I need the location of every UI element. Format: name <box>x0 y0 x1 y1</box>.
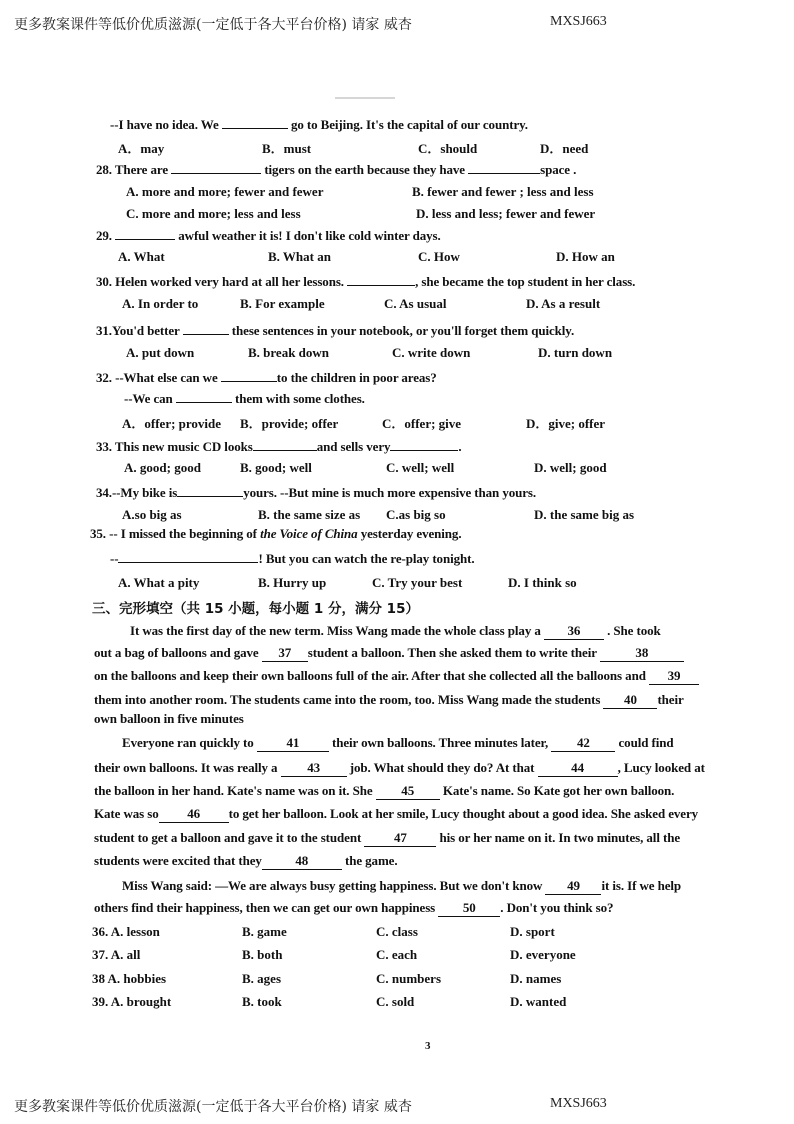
q29-line: 29. awful weather it is! I don't like cold winter days. <box>96 228 441 243</box>
passage-line: own balloon in five minutes <box>94 711 244 726</box>
q32-blank-1 <box>221 369 277 382</box>
passage-line: It was the first day of the new term. Miss Wang made the whole class play a 36 . She took <box>130 623 661 638</box>
page-number: 3 <box>425 1040 431 1052</box>
cloze-option-37a: 37. A. all <box>92 947 141 962</box>
cloze-blank-36: 36 <box>544 623 604 640</box>
cloze-blank-44: 44 <box>538 760 618 777</box>
cloze-blank-40: 40 <box>603 692 657 709</box>
q29-blank <box>115 227 175 240</box>
q34-blank <box>177 484 243 497</box>
q28-option-d: D. less and less; fewer and fewer <box>416 206 596 221</box>
q32-line-2: --We can them with some clothes. <box>124 391 365 406</box>
cloze-blank-41: 41 <box>257 735 329 752</box>
banner-text: 更多教案课件等低价优质滋源(一定低于各大平台价格) 请家 威杏 <box>14 1099 412 1115</box>
passage-line: out a bag of balloons and gave 37 student a balloon. Then she asked them to write their 38 <box>94 645 684 662</box>
cloze-option-38c: C. numbers <box>376 971 442 986</box>
cloze-option-36b: B. game <box>242 924 287 939</box>
q32-blank-2 <box>176 390 232 403</box>
q27-line: --I have no idea. We go to Beijing. It's the capital of our country. <box>110 117 528 132</box>
q28-option-b: B. fewer and fewer ; less and less <box>412 184 594 199</box>
passage-line: them into another room. The students came into the room, too. Miss Wang made the students 40 their <box>94 692 684 707</box>
q28-option-c: C. more and more; less and less <box>126 206 301 221</box>
cloze-blank-50: 50 <box>438 900 500 917</box>
q30-option-c: C. As usual <box>384 296 447 311</box>
cloze-option-39c: C. sold <box>376 994 415 1009</box>
top-banner <box>14 14 607 34</box>
q33-option-a: A. good; good <box>124 460 201 475</box>
q33-option-d: D. well; good <box>534 460 607 475</box>
q29-option-a: A. What <box>118 249 165 264</box>
passage-line: their own balloons. It was really a 43 job. What should they do? At that 44 , Lucy looked at <box>94 760 705 775</box>
q29-option-d: D. How an <box>556 249 615 264</box>
q31-option-a: A. put down <box>126 345 195 360</box>
passage-line: Everyone ran quickly to 41 their own balloons. Three minutes later, 42 could find <box>122 735 674 750</box>
q27-option-c: C．should <box>418 141 478 156</box>
banner-code: MXSJ663 <box>550 1096 607 1111</box>
q33-line: 33. This new music CD looks and sells very . <box>96 439 462 454</box>
cloze-option-37c: C. each <box>376 947 418 962</box>
cloze-option-36c: C. class <box>376 924 418 939</box>
q35-blank <box>118 550 258 563</box>
q30-blank <box>347 273 415 286</box>
banner-text: 更多教案课件等低价优质滋源(一定低于各大平台价格) 请家 威杏 <box>14 17 412 33</box>
passage-line: others find their happiness, then we can get our own happiness 50 . Don't you think so? <box>94 900 614 915</box>
q29-option-c: C. How <box>418 249 460 264</box>
q32-option-a: A．offer; provide <box>122 416 222 431</box>
cloze-blank-42: 42 <box>551 735 615 752</box>
banner-code: MXSJ663 <box>550 14 607 29</box>
q31-option-c: C. write down <box>392 345 471 360</box>
q28-blank-1 <box>171 161 261 174</box>
bottom-banner <box>14 1096 607 1116</box>
q34-option-c: C.as big so <box>386 507 446 522</box>
q35-option-a: A. What a pity <box>118 575 200 590</box>
cloze-blank-47: 47 <box>364 830 436 847</box>
passage-line: on the balloons and keep their own balloons full of the air. After that she collected all the balloons and 39 <box>94 668 699 685</box>
cloze-option-39a: 39. A. brought <box>92 994 172 1009</box>
q28-blank-2 <box>468 161 540 174</box>
q33-option-b: B. good; well <box>240 460 312 475</box>
q33-option-c: C. well; well <box>386 460 455 475</box>
q31-option-d: D. turn down <box>538 345 613 360</box>
passage-line: the balloon in her hand. Kate's name was on it. She 45 Kate's name. So Kate got her own balloon. <box>94 783 675 798</box>
q31-blank <box>183 322 229 335</box>
q32-option-c: C．offer; give <box>382 416 462 431</box>
cloze-option-37d: D. everyone <box>510 947 576 962</box>
q34-option-b: B. the same size as <box>258 507 361 522</box>
passage-line: students were excited that they 48 the game. <box>94 853 398 868</box>
q34-line: 34.--My bike is yours. --But mine is much more expensive than yours. <box>96 485 537 500</box>
cloze-option-39d: D. wanted <box>510 994 567 1009</box>
q32-line-1: 32. --What else can we to the children in poor areas? <box>96 370 437 385</box>
cloze-option-38b: B. ages <box>242 971 281 986</box>
cloze-blank-45: 45 <box>376 783 440 800</box>
q28-option-a: A. more and more; fewer and fewer <box>126 184 324 199</box>
cloze-blank-48: 48 <box>262 853 342 870</box>
q35-option-c: C. Try your best <box>372 575 463 590</box>
cloze-blank-43: 43 <box>281 760 347 777</box>
scan-smudge <box>335 97 395 99</box>
q27-option-b: B．must <box>262 141 312 156</box>
q35-line-2: -- ! But you can watch the re-play tonight. <box>110 551 475 566</box>
passage-line: Kate was so 46 to get her balloon. Look at her smile, Lucy thought about a good idea. She asked every <box>94 806 699 821</box>
cloze-option-38d: D. names <box>510 971 562 986</box>
section-heading: 三、完形填空（共 15 小题，每小题 1 分，满分 15） <box>92 601 419 617</box>
cloze-blank-37: 37 <box>262 645 308 662</box>
passage-line: student to get a balloon and gave it to the student 47 his or her name on it. In two minutes, all the <box>94 830 681 845</box>
cloze-option-36d: D. sport <box>510 924 555 939</box>
q35-option-d: D. I think so <box>508 575 577 590</box>
cloze-option-38a: 38 A. hobbies <box>92 971 167 986</box>
q30-line: 30. Helen worked very hard at all her lessons. , she became the top student in her class. <box>96 274 636 289</box>
cloze-option-36a: 36. A. lesson <box>92 924 160 939</box>
q28-line: 28. There are tigers on the earth because they have space . <box>96 162 577 177</box>
q33-blank-1 <box>253 438 317 451</box>
q35-line-1: 35. -- I missed the beginning of the Voice of China yesterday evening. <box>90 526 462 541</box>
q30-option-d: D. As a result <box>526 296 601 311</box>
q31-line: 31.You'd better these sentences in your notebook, or you'll forget them quickly. <box>96 323 575 338</box>
q31-option-b: B. break down <box>248 345 330 360</box>
q27-blank <box>222 116 288 129</box>
q35-option-b: B. Hurry up <box>258 575 327 590</box>
cloze-blank-46: 46 <box>159 806 229 823</box>
q27-option-a: A．may <box>118 141 165 156</box>
q30-option-a: A. In order to <box>122 296 199 311</box>
cloze-option-39b: B. took <box>242 994 282 1009</box>
q32-option-b: B．provide; offer <box>240 416 339 431</box>
q34-option-d: D. the same big as <box>534 507 635 522</box>
q32-option-d: D．give; offer <box>526 416 606 431</box>
q34-option-a: A.so big as <box>122 507 182 522</box>
cloze-option-37b: B. both <box>242 947 283 962</box>
q29-option-b: B. What an <box>268 249 331 264</box>
q33-blank-2 <box>390 438 458 451</box>
cloze-blank-39: 39 <box>649 668 699 685</box>
cloze-blank-38: 38 <box>600 645 684 662</box>
q30-option-b: B. For example <box>240 296 325 311</box>
q27-option-d: D．need <box>540 141 589 156</box>
cloze-blank-49: 49 <box>545 878 601 895</box>
passage-line: Miss Wang said: —We are always busy getting happiness. But we don't know 49 it is. If we help <box>122 878 682 893</box>
